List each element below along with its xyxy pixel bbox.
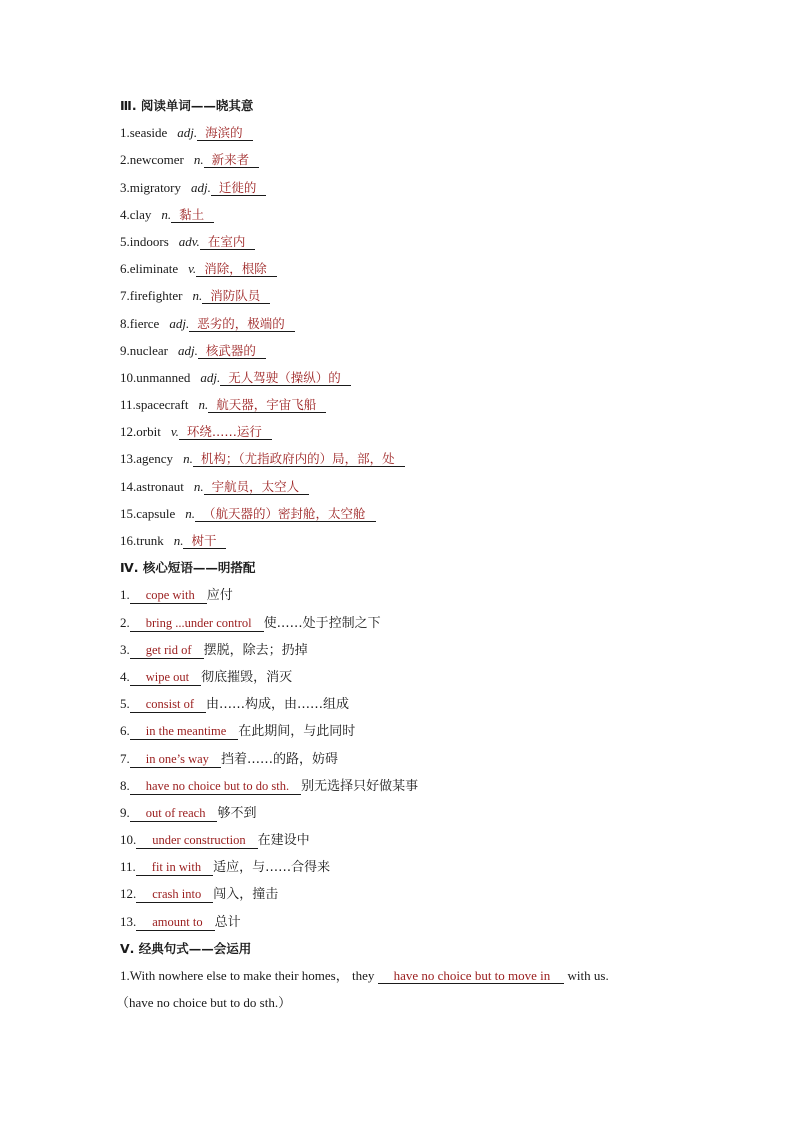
worksheet-content — [116, 92, 720, 1016]
vocab-word: agency — [136, 451, 174, 467]
phrase-answer: in the meantime — [130, 724, 239, 740]
vocab-word: orbit — [136, 424, 161, 440]
item-number: 12. — [120, 886, 137, 902]
item-number: 5. — [120, 696, 130, 712]
phrase-meaning: 在建设中 — [257, 833, 310, 849]
part-of-speech: adv. — [178, 233, 200, 249]
vocab-word: indoors — [129, 233, 169, 249]
phrase-answer: consist of — [130, 697, 206, 713]
part-of-speech: adj. — [177, 125, 198, 141]
vocab-item — [120, 473, 720, 500]
phrase-answer: have no choice but to do sth. — [130, 779, 301, 795]
item-number: 7. — [120, 750, 130, 766]
phrase-item — [120, 772, 720, 799]
part-of-speech: n. — [193, 478, 204, 494]
part-of-speech: adj. — [178, 342, 198, 358]
item-number: 10. — [120, 832, 137, 848]
phrase-item — [120, 581, 720, 608]
sentence-line — [120, 962, 720, 989]
item-number: 15. — [120, 505, 137, 521]
part-of-speech: n. — [192, 288, 203, 304]
section4-list — [120, 581, 720, 934]
vocab-answer: 机构；（尤指政府内的）局，部，处 — [193, 451, 405, 467]
part-of-speech: n. — [161, 206, 172, 222]
phrase-item — [120, 908, 720, 935]
item-number: 11. — [120, 859, 136, 875]
item-number: 16. — [120, 533, 137, 548]
section3-heading: Ⅲ. 阅读单词——晓其意 — [120, 98, 254, 113]
vocab-item — [120, 282, 720, 309]
phrase-meaning: 应付 — [206, 588, 233, 604]
part-of-speech: n. — [183, 451, 193, 467]
vocab-item — [120, 418, 720, 445]
item-number: 8. — [120, 315, 130, 331]
vocab-word: trunk — [136, 533, 164, 548]
phrase-meaning: 使……处于控制之下 — [263, 615, 381, 631]
phrase-meaning: 总计 — [214, 914, 241, 930]
section3-list — [120, 119, 720, 554]
item-number: 6. — [120, 261, 130, 277]
vocab-word: seaside — [129, 125, 168, 141]
item-number: 9. — [120, 804, 130, 820]
vocab-item — [120, 445, 720, 472]
item-number: 1. — [120, 125, 130, 141]
item-number: 13. — [120, 913, 137, 929]
section4-heading: Ⅳ. 核心短语——明搭配 — [120, 560, 256, 576]
vocab-answer: 消除，根除 — [196, 261, 277, 277]
sentence-prefix: 1.With nowhere else to make their homes， they — [120, 968, 375, 983]
sentence-suffix: with us. — [567, 968, 609, 983]
part-of-speech: n. — [173, 533, 184, 548]
phrase-answer: bring ...under control — [130, 616, 264, 632]
item-number: 11. — [120, 397, 136, 413]
phrase-meaning: 彻底摧毁，消灭 — [201, 669, 293, 685]
vocab-answer: 航天器，宇宙飞船 — [208, 397, 326, 413]
vocab-answer: 宇航员，太空人 — [204, 479, 310, 495]
vocab-word: spacecraft — [135, 397, 189, 413]
vocab-answer: 无人驾驶（操纵）的 — [220, 370, 351, 386]
vocab-item — [120, 174, 720, 201]
part-of-speech: n. — [198, 397, 209, 413]
vocab-answer: 树干 — [183, 533, 226, 549]
phrase-item — [120, 799, 720, 826]
item-number: 8. — [120, 777, 130, 793]
vocab-word: fierce — [129, 315, 160, 331]
item-number: 2. — [120, 152, 130, 168]
vocab-answer: 核武器的 — [198, 343, 266, 359]
phrase-answer: crash into — [136, 887, 213, 903]
item-number: 6. — [120, 723, 130, 739]
vocab-word: firefighter — [129, 288, 183, 304]
vocab-answer: 恶劣的，极端的 — [189, 316, 295, 332]
phrase-meaning: 闯入，撞击 — [213, 887, 279, 903]
part-of-speech: adj. — [169, 315, 190, 331]
phrase-meaning: 适应，与……合得来 — [213, 860, 331, 876]
part-of-speech: v. — [170, 424, 179, 440]
vocab-item — [120, 527, 720, 554]
phrase-answer: in one’s way — [130, 752, 221, 768]
vocab-answer: 迁徙的 — [211, 180, 267, 196]
phrase-item — [120, 690, 720, 717]
phrase-item — [120, 745, 720, 772]
phrase-meaning: 别无选择只好做某事 — [301, 778, 419, 794]
phrase-item — [120, 826, 720, 853]
sentence-hint: （have no choice but to do sth.） — [116, 995, 292, 1011]
phrase-item — [120, 663, 720, 690]
vocab-answer: 新来者 — [204, 152, 260, 168]
vocab-answer: 环绕……运行 — [179, 424, 272, 440]
phrase-item — [120, 853, 720, 880]
vocab-answer: 海滨的 — [197, 125, 253, 141]
item-number: 7. — [120, 288, 130, 304]
part-of-speech: v. — [188, 261, 197, 277]
item-number: 5. — [120, 233, 130, 249]
vocab-word: nuclear — [129, 342, 169, 358]
vocab-word: astronaut — [136, 478, 184, 494]
vocab-item — [120, 146, 720, 173]
section5-heading: Ⅴ. 经典句式——会运用 — [120, 940, 252, 956]
item-number: 3. — [120, 179, 130, 195]
phrase-answer: under construction — [136, 833, 257, 849]
phrase-item — [120, 880, 720, 907]
vocab-item — [120, 500, 720, 527]
phrase-answer: amount to — [136, 915, 214, 931]
part-of-speech: adj. — [200, 369, 221, 385]
phrase-meaning: 挡着……的路，妨碍 — [220, 751, 338, 767]
vocab-word: capsule — [136, 505, 176, 521]
phrase-item — [120, 636, 720, 663]
item-number: 4. — [120, 668, 130, 684]
vocab-answer: 在室内 — [200, 234, 256, 250]
vocab-item — [120, 119, 720, 146]
item-number: 10. — [120, 369, 137, 385]
vocab-answer: 消防队员 — [202, 288, 270, 304]
item-number: 12. — [120, 424, 137, 440]
phrase-meaning: 由……构成，由……组成 — [206, 697, 350, 713]
vocab-word: eliminate — [129, 261, 179, 277]
vocab-item — [120, 228, 720, 255]
phrase-answer: get rid of — [130, 643, 204, 659]
phrase-meaning: 摆脱，除去；扔掉 — [203, 642, 308, 658]
vocab-item — [120, 255, 720, 282]
item-number: 1. — [120, 587, 130, 603]
vocab-answer: 黏土 — [171, 207, 214, 223]
item-number: 9. — [120, 342, 130, 358]
vocab-word: unmanned — [136, 369, 191, 385]
vocab-word: clay — [129, 206, 152, 222]
phrase-item — [120, 717, 720, 744]
vocab-item — [120, 337, 720, 364]
item-number: 2. — [120, 614, 130, 630]
part-of-speech: n. — [193, 152, 204, 168]
item-number: 14. — [120, 478, 137, 494]
vocab-item — [120, 391, 720, 418]
vocab-word: migratory — [129, 179, 182, 195]
vocab-item — [120, 364, 720, 391]
item-number: 3. — [120, 641, 130, 657]
phrase-meaning: 够不到 — [217, 805, 257, 821]
vocab-item — [120, 310, 720, 337]
phrase-answer: fit in with — [136, 860, 213, 876]
phrase-answer: wipe out — [130, 670, 201, 686]
part-of-speech: adj. — [191, 179, 211, 195]
item-number: 13. — [120, 451, 137, 467]
vocab-word: newcomer — [129, 152, 184, 168]
phrase-answer: out of reach — [130, 806, 218, 822]
phrase-answer: cope with — [130, 588, 207, 604]
part-of-speech: n. — [185, 505, 195, 521]
item-number: 4. — [120, 206, 130, 222]
phrase-meaning: 在此期间，与此同时 — [238, 724, 356, 740]
phrase-item — [120, 609, 720, 636]
vocab-answer: （航天器的）密封舱，太空舱 — [195, 506, 376, 522]
vocab-item — [120, 201, 720, 228]
sentence-answer: have no choice but to move in — [378, 968, 565, 984]
